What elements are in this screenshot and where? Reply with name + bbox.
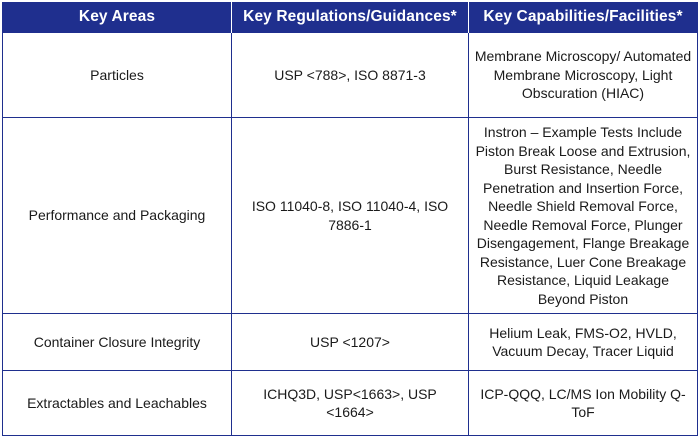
capabilities-table-container bbox=[2, 2, 697, 434]
cell-regulations: ICHQ3D, USP<1663>, USP <1664> bbox=[232, 371, 469, 436]
cell-regulations: ISO 11040-8, ISO 11040-4, ISO 7886-1 bbox=[232, 118, 469, 314]
table-header bbox=[3, 2, 698, 33]
cell-regulations: USP <788>, ISO 8871-3 bbox=[232, 33, 469, 118]
header-key-capabilities: Key Capabilities/Facilities* bbox=[469, 2, 698, 33]
header-key-regulations: Key Regulations/Guidances* bbox=[232, 2, 469, 33]
table-body bbox=[3, 33, 698, 436]
cell-area: Container Closure Integrity bbox=[3, 314, 232, 371]
table-row-extractables-leachables bbox=[3, 371, 698, 436]
header-key-areas: Key Areas bbox=[3, 2, 232, 33]
table-row-performance-packaging bbox=[3, 118, 698, 314]
capabilities-table bbox=[2, 2, 698, 436]
table-row-container-closure bbox=[3, 314, 698, 371]
header-row bbox=[3, 2, 698, 33]
cell-area: Particles bbox=[3, 33, 232, 118]
cell-capabilities: Instron – Example Tests Include Piston Break Loose and Extrusion, Burst Resistance, Needle Penetration and Insertion Force, Needle Shield Removal Force, Needle Removal Force, Plunger Disengagement, Flange Breakage Resistance, Luer Cone Breakage Resistance, Liquid Leakage Beyond Piston bbox=[469, 118, 698, 314]
cell-capabilities: ICP-QQQ, LC/MS Ion Mobility Q-ToF bbox=[469, 371, 698, 436]
cell-regulations: USP <1207> bbox=[232, 314, 469, 371]
cell-capabilities: Membrane Microscopy/ Automated Membrane Microscopy, Light Obscuration (HIAC) bbox=[469, 33, 698, 118]
cell-area: Performance and Packaging bbox=[3, 118, 232, 314]
cell-area: Extractables and Leachables bbox=[3, 371, 232, 436]
cell-capabilities: Helium Leak, FMS-O2, HVLD, Vacuum Decay, Tracer Liquid bbox=[469, 314, 698, 371]
table-row-particles bbox=[3, 33, 698, 118]
